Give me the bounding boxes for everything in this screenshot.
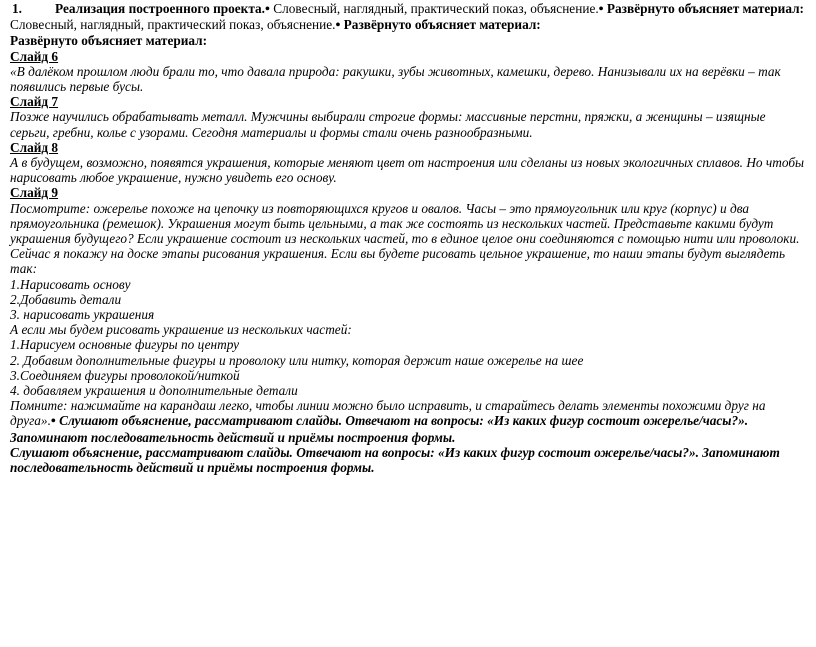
bullet-icon: •	[265, 2, 270, 17]
slide-6-heading: Слайд 6	[10, 48, 59, 64]
bullet-icon: •	[598, 2, 604, 17]
slide-7-heading: Слайд 7	[10, 94, 59, 110]
list-item: 3. нарисовать украшения	[10, 307, 155, 323]
item-line2-bold: Развёрнуто объясняет материал:	[340, 17, 541, 33]
closing-paragraph	[10, 398, 806, 445]
bullet-icon: •	[335, 18, 341, 34]
steps-whole-list	[10, 277, 806, 323]
list-item: 2. Добавим дополнительные фигуры и проволоку или нитку, которая держит наше ожерелье на шее	[10, 352, 584, 368]
final-paragraph: Слушают объяснение, рассматривают слайды. Отвечают на вопросы: «Из каких фигур состоит ожерелье/часы?». Запоминают последовательность действий и приёмы построения формы.	[10, 444, 780, 476]
list-item: 4. добавляем украшения и дополнительные детали	[10, 383, 298, 399]
item-line-3: Развёрнуто объясняет материал:	[10, 33, 208, 49]
item-methods: Словесный, наглядный, практический показ, объяснение.	[269, 1, 599, 16]
list-item: 3.Соединяем фигуры проволокой/ниткой	[10, 367, 240, 383]
document-body	[10, 1, 806, 475]
slide-9-block	[10, 185, 806, 276]
slide-8-text: А в будущем, возможно, появятся украшения, которые меняют цвет от настроения или сделаны из новых экологичных сплавов. Но чтобы нарисовать любое украшение, нужно увидеть его основу.	[10, 155, 805, 186]
item-header-line	[10, 1, 806, 17]
slide-8-block	[10, 140, 806, 186]
list-item: 1.Нарисуем основные фигуры по центру	[10, 337, 240, 353]
item-bold-tail: Развёрнуто объясняет материал:	[603, 1, 804, 16]
slide-6-text: «В далёком прошлом люди брали то, что давала природа: ракушки, зубы животных, камешки, дерево. Нанизывали их на верёвки – так появились первые бусы.	[10, 63, 781, 95]
slide-8-heading: Слайд 8	[10, 139, 59, 155]
closing-italic: Помните: нажимайте на карандаш легко, чтобы линии можно было исправить, и старайтесь делать элементы похожими друг на друга».	[10, 398, 766, 429]
item-title: Реализация построенного проекта.	[55, 1, 266, 16]
slide-9-heading: Слайд 9	[10, 185, 59, 201]
item-line2-methods: Словесный, наглядный, практический показ, объяснение.	[10, 17, 336, 33]
closing-bold-italic: Слушают объяснение, рассматривают слайды. Отвечают на вопросы: «Из каких фигур состоит ожерелье/часы?». Запоминают последовательность действий и приёмы построения формы.	[10, 413, 749, 445]
bullet-icon: •	[50, 414, 56, 430]
item-number: 1.	[12, 1, 22, 16]
slide-6-block	[10, 49, 806, 95]
list-item: 2.Добавить детали	[10, 291, 122, 307]
steps-parts-list	[10, 337, 806, 398]
slide-9-text: Посмотрите: ожерелье похоже на цепочку из повторяющихся кругов и овалов. Часы – это прямоугольник или круг (корпус) и два прямоугольника (ремешок). Украшения могут быть цельными, а так же состоять из нескольких частей. Представьте какими будут украшения будущего? Если украшение состоит из нескольких частей, то в единое целое они соединяются с помощью нити или проволоки. Сейчас я покажу на доске этапы рисования украшения. Если вы будете рисовать цельное украшение, то наши этапы будут выглядеть так:	[10, 200, 800, 277]
slide-7-text: Позже научились обрабатывать металл. Мужчины выбирали строгие формы: массивные перстни, пряжки, а женщины – изящные серьги, гребни, колье с узорами. Сегодня материалы и формы стали очень разнообразными.	[10, 109, 766, 140]
slide-7-block	[10, 94, 806, 140]
parts-intro: А если мы будем рисовать украшение из нескольких частей:	[10, 322, 352, 338]
list-item: 1.Нарисовать основу	[10, 276, 131, 292]
item-line-2	[10, 17, 806, 33]
